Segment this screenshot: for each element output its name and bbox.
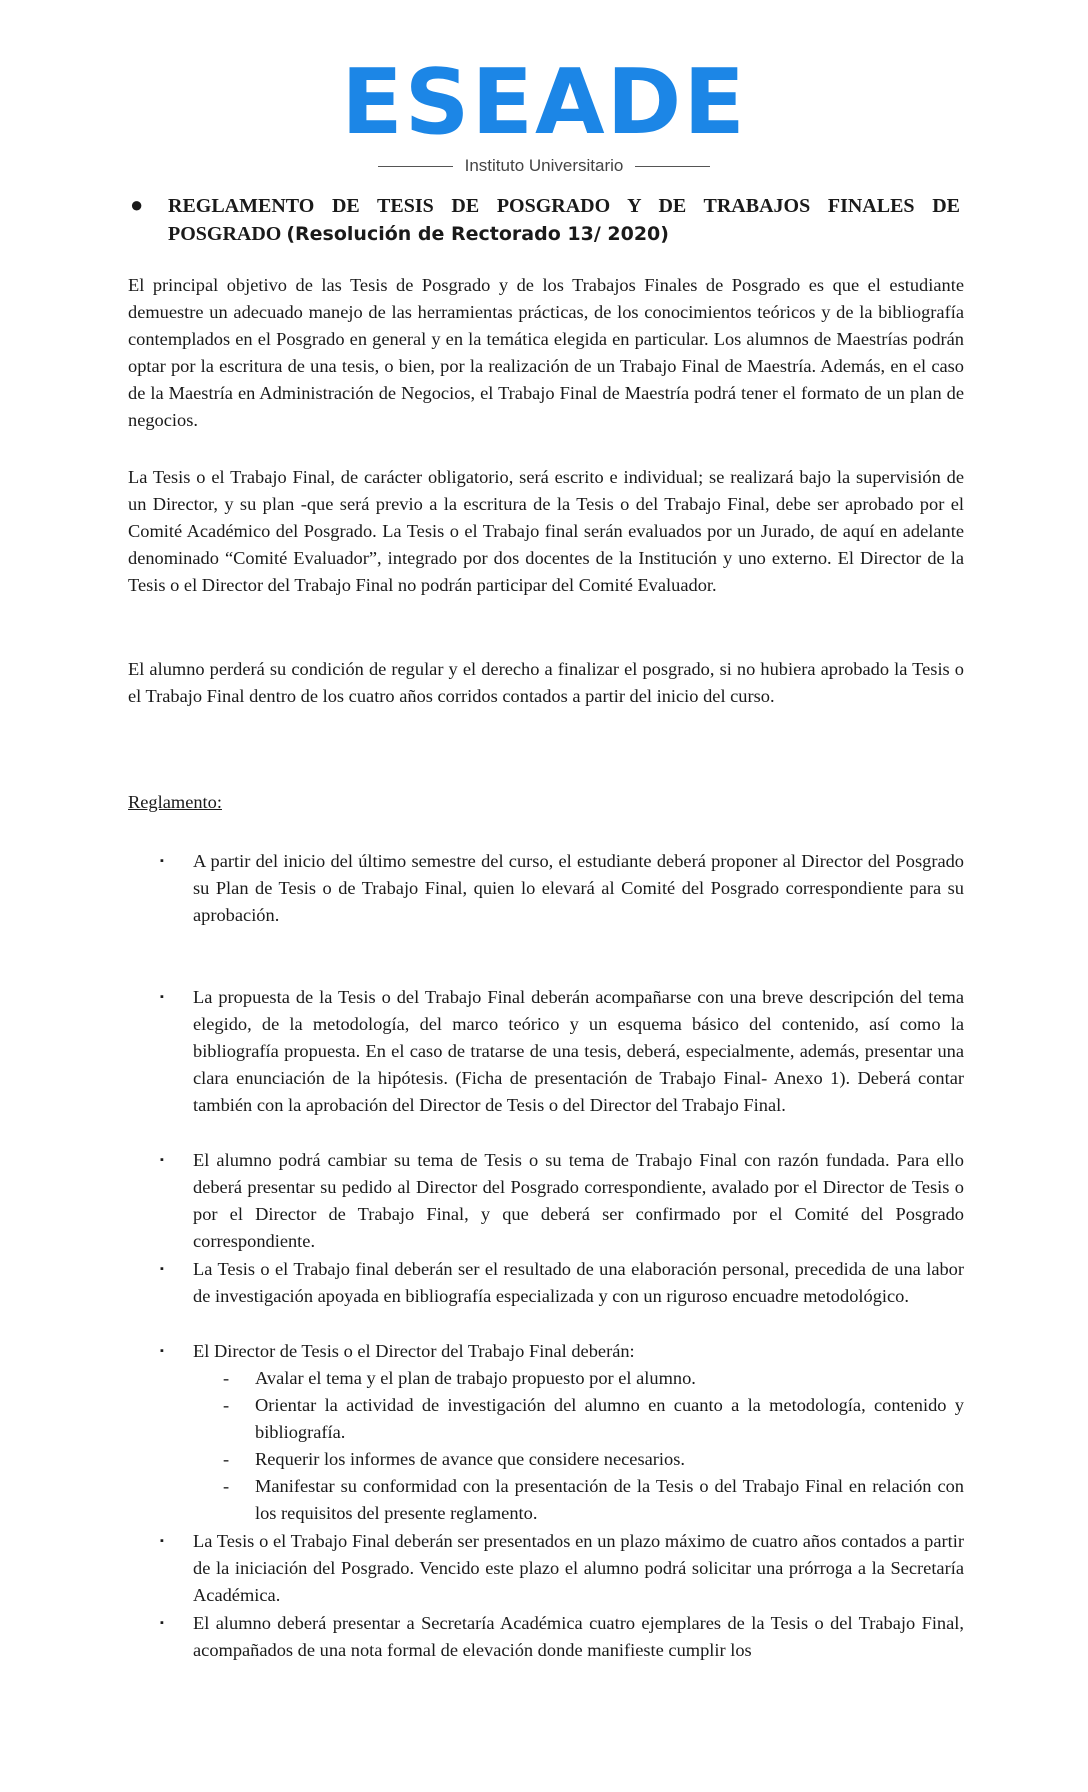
section-title: Reglamento: — [128, 792, 222, 812]
square-bullet-icon: ▪ — [160, 991, 164, 1003]
square-bullet-icon: ▪ — [160, 1154, 164, 1166]
title-text — [168, 192, 960, 248]
rule-text: La Tesis o el Trabajo final deberán ser el resultado de una elaboración personal, precedida de una labor de investigación apoyada en bibliografía especializada y con un riguroso encuadre metodológico. — [193, 1259, 964, 1306]
rule-item — [160, 1610, 964, 1664]
logo-divider-right — [635, 166, 710, 167]
rule-text: El alumno podrá cambiar su tema de Tesis o su tema de Trabajo Final con razón fundada. Para ello deberá presentar su pedido al Director del Posgrado correspondiente, avalado por el Director de Tesis o por el Director de Trabajo Final, y que deberá ser confirmado por el Comité del Posgrado correspondiente. — [193, 1150, 964, 1251]
paragraph-supervision: La Tesis o el Trabajo Final, de carácter obligatorio, será escrito e individual; se realizará bajo la supervisión de un Director, y su plan -que será previo a la escritura de la Tesis o del Trabajo Final, debe ser aprobado por el Comité Académico del Posgrado. La Tesis o el Trabajo final serán evaluados por un Jurado, de aquí en adelante denominado “Comité Evaluador”, integrado por dos docentes de la Institución y uno externo. El Director de la Tesis o el Director del Trabajo Final no podrán participar del Comité Evaluador. — [128, 467, 964, 595]
square-bullet-icon: ▪ — [160, 1535, 164, 1547]
dash-bullet-icon: - — [223, 1395, 230, 1415]
dash-bullet-icon: - — [223, 1449, 230, 1469]
square-bullet-icon: ▪ — [160, 855, 164, 867]
rule-text: El alumno deberá presentar a Secretaría Académica cuatro ejemplares de la Tesis o del Trabajo Final, acompañados de una nota formal de elevación donde manifieste cumplir los — [193, 1613, 964, 1660]
duty-item — [223, 1392, 964, 1446]
title-reference: (Resolución de Rectorado 13/ 2020) — [286, 223, 669, 245]
logo-subtitle: Instituto Universitario — [464, 156, 624, 175]
title-bullet-icon: ● — [130, 192, 144, 217]
dash-bullet-icon: - — [223, 1368, 230, 1388]
document-title — [130, 192, 960, 248]
institution-logo — [0, 50, 1088, 176]
rule-text: A partir del inicio del último semestre del curso, el estudiante deberá proponer al Director del Posgrado su Plan de Tesis o de Trabajo Final, quien lo elevará al Comité del Posgrado correspondiente para su aprobación. — [193, 851, 964, 925]
duty-text: Manifestar su conformidad con la presentación de la Tesis o del Trabajo Final en relación con los requisitos del presente reglamento. — [255, 1476, 964, 1523]
rule-item — [160, 1528, 964, 1609]
paragraph-regular-condition: El alumno perderá su condición de regular y el derecho a finalizar el posgrado, si no hubiera aprobado la Tesis o el Trabajo Final dentro de los cuatro años corridos contados a partir del inicio del curso. — [128, 659, 964, 706]
square-bullet-icon: ▪ — [160, 1345, 164, 1357]
rule-text: La Tesis o el Trabajo Final deberán ser presentados en un plazo máximo de cuatro años contados a partir de la iniciación del Posgrado. Vencido este plazo el alumno podrá solicitar una prórroga a la Secretaría Académica. — [193, 1531, 964, 1605]
rule-item — [160, 848, 964, 929]
duty-item — [223, 1365, 964, 1392]
duty-item — [223, 1446, 964, 1473]
duty-text: Orientar la actividad de investigación del alumno en cuanto a la metodología, contenido y bibliografía. — [255, 1395, 964, 1442]
paragraph-objective: El principal objetivo de las Tesis de Posgrado y de los Trabajos Finales de Posgrado es que el estudiante demuestre un adecuado manejo de las herramientas prácticas, de los conocimientos teóricos y de la bibliografía contemplados en el Posgrado en general y en la temática elegida en particular. Los alumnos de Maestrías podrán optar por la escritura de una tesis, o bien, por la realización de un Trabajo Final de Maestría. Además, en el caso de la Maestría en Administración de Negocios, el Trabajo Final de Maestría podrá tener el formato de un plan de negocios. — [128, 275, 964, 430]
rule-item — [160, 1256, 964, 1310]
rule-item — [160, 1147, 964, 1255]
rule-item — [160, 984, 964, 1119]
rule-text: El Director de Tesis o el Director del Trabajo Final deberán: — [193, 1341, 635, 1361]
duty-text: Requerir los informes de avance que considere necesarios. — [255, 1449, 685, 1469]
duty-text: Avalar el tema y el plan de trabajo propuesto por el alumno. — [255, 1368, 696, 1388]
dash-bullet-icon: - — [223, 1476, 230, 1496]
title-main: REGLAMENTO DE TESIS DE POSGRADO Y DE TRABAJOS FINALES DE POSGRADO — [168, 195, 960, 245]
logo-wordmark: ESEADE — [341, 50, 747, 155]
logo-subtitle-row — [0, 156, 1088, 176]
square-bullet-icon: ▪ — [160, 1617, 164, 1629]
square-bullet-icon: ▪ — [160, 1263, 164, 1275]
duty-item — [223, 1473, 964, 1527]
rule-item — [160, 1338, 964, 1527]
rule-text: La propuesta de la Tesis o del Trabajo Final deberán acompañarse con una breve descripción del tema elegido, de la metodología, del marco teórico y un esquema básico del contenido, así como la bibliografía propuesta. En el caso de tratarse de una tesis, deberá, especialmente, además, presentar una clara enunciación de la hipótesis. (Ficha de presentación de Trabajo Final- Anexo 1). Deberá contar también con la aprobación del Director de Tesis o del Director del Trabajo Final. — [193, 987, 964, 1115]
logo-divider-left — [378, 166, 453, 167]
